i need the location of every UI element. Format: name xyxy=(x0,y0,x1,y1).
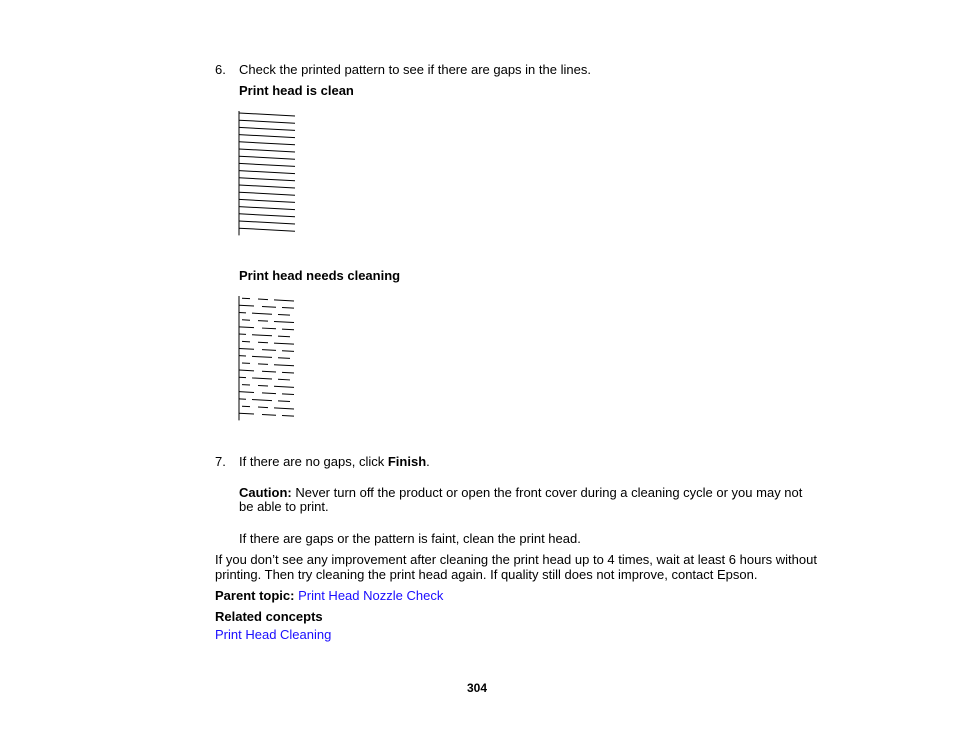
pattern-line xyxy=(239,142,295,145)
improvement-text-line-2: printing. Then try cleaning the print head again. If quality still does not improve, contact Epson. xyxy=(215,567,758,582)
pattern-segment xyxy=(258,342,268,343)
pattern-segment xyxy=(239,305,254,306)
pattern-segment xyxy=(262,393,276,394)
step-7-text-before: If there are no gaps, click xyxy=(239,454,388,469)
pattern-segment xyxy=(274,365,294,366)
pattern-segment xyxy=(274,408,294,409)
pattern-segment xyxy=(262,414,276,415)
pattern-segment xyxy=(262,371,276,372)
pattern-segment xyxy=(274,300,294,301)
pattern-segment xyxy=(262,306,276,307)
pattern-segment xyxy=(282,329,294,330)
pattern-segment xyxy=(278,358,290,359)
pattern-line xyxy=(239,156,295,159)
step-6-text: Check the printed pattern to see if there are gaps in the lines. xyxy=(239,62,591,77)
pattern-line xyxy=(239,185,295,188)
clean-heading: Print head is clean xyxy=(239,83,354,98)
step-7-text xyxy=(239,454,430,469)
pattern-line xyxy=(239,127,295,130)
caution-line-2: be able to print. xyxy=(239,499,329,514)
pattern-segment xyxy=(274,343,294,344)
pattern-segment xyxy=(252,335,272,336)
step-6-number: 6. xyxy=(215,62,226,77)
pattern-line xyxy=(239,113,295,116)
pattern-segment xyxy=(278,336,290,337)
pattern-segment xyxy=(262,328,276,329)
caution-label: Caution: xyxy=(239,485,292,500)
step-7-number: 7. xyxy=(215,454,226,469)
pattern-segment xyxy=(262,350,276,351)
pattern-segment xyxy=(282,416,294,417)
dirty-heading: Print head needs cleaning xyxy=(239,268,401,283)
clean-nozzle-pattern-figure xyxy=(238,111,298,239)
pattern-segment xyxy=(258,385,268,386)
pattern-line xyxy=(239,149,295,152)
pattern-line xyxy=(239,192,295,195)
pattern-segment xyxy=(258,321,268,322)
caution-text-1: Never turn off the product or open the front cover during a cleaning cycle or you may not xyxy=(291,485,803,500)
pattern-line xyxy=(239,221,295,224)
pattern-segment xyxy=(282,372,294,373)
pattern-segment xyxy=(258,364,268,365)
pattern-line xyxy=(239,163,295,166)
gaps-text: If there are gaps or the pattern is faint, clean the print head. xyxy=(239,531,581,546)
pattern-segment xyxy=(258,407,268,408)
pattern-segment xyxy=(282,308,294,309)
pattern-segment xyxy=(239,370,254,371)
caution-line-1 xyxy=(239,485,802,500)
pattern-line xyxy=(239,228,295,231)
pattern-segment xyxy=(278,401,290,402)
pattern-segment xyxy=(239,327,254,328)
pattern-line xyxy=(239,199,295,202)
pattern-segment xyxy=(252,378,272,379)
print-head-nozzle-check-link[interactable]: Print Head Nozzle Check xyxy=(298,588,444,603)
parent-topic xyxy=(215,588,443,603)
pattern-segment xyxy=(239,413,254,414)
pattern-segment xyxy=(282,351,294,352)
pattern-segment xyxy=(258,299,268,300)
pattern-segment xyxy=(252,313,272,314)
pattern-segment xyxy=(239,392,254,393)
related-concepts-heading: Related concepts xyxy=(215,609,323,624)
pattern-segment xyxy=(252,356,272,357)
pattern-line xyxy=(239,178,295,181)
finish-label: Finish xyxy=(387,454,427,469)
page-number: 304 xyxy=(467,681,488,695)
dirty-nozzle-pattern-figure xyxy=(238,296,298,424)
pattern-segment xyxy=(274,321,294,322)
pattern-segment xyxy=(278,315,290,316)
pattern-segment xyxy=(252,400,272,401)
pattern-segment xyxy=(239,348,254,349)
pattern-line xyxy=(239,207,295,210)
print-head-cleaning-link[interactable]: Print Head Cleaning xyxy=(215,627,332,642)
parent-topic-label: Parent topic: xyxy=(215,588,295,603)
pattern-segment xyxy=(278,379,290,380)
pattern-line xyxy=(239,120,295,123)
improvement-text-line-1: If you don’t see any improvement after cleaning the print head up to 4 times, wait at least 6 hours without xyxy=(215,552,817,567)
pattern-segment xyxy=(282,394,294,395)
pattern-segment xyxy=(274,386,294,387)
pattern-line xyxy=(239,135,295,138)
pattern-line xyxy=(239,171,295,174)
pattern-line xyxy=(239,214,295,217)
step-7-text-after: . xyxy=(426,454,430,469)
